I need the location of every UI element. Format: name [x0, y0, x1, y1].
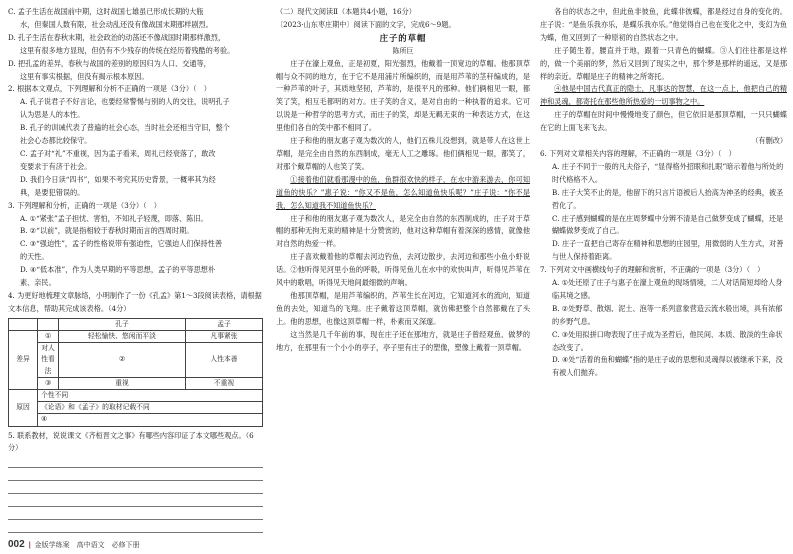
paragraph-1: 庄子在濠上观鱼，正是初夏，阳光强烈，他戴着一顶宽边的草帽。他那顶草帽与众不同的地方，在于它不是用浦片所编织的，而是用芦苇的茎秆编成的，是一种芦苇的叶子，其质地坚韧，芦苇的，是很平凡的那种。他们俩相见一眼，都笑了笑，相互毛都明的对方。庄子笑的含义，是对自由的一种执着的追求。它可以说是一种哲学的思考方式，而庄子的笑，却是无羁无束的一种表达方式，在这里他们各自的笑中都不相同了。: [276, 58, 530, 133]
table-row: [9, 377, 263, 389]
question-2: 2. 根据本文观点，下列理解和分析不正确的一项是（3分）（ ）: [8, 84, 211, 94]
q1-option-e-line1: D. 把孔孟的差异，春秋与战国的差别的原因归为人口、交通等，: [8, 58, 211, 68]
q1-option-c-line2: 水，但秦国人数有限，社会动乱还没有像战国末期那样剧烈。: [20, 19, 213, 29]
q7-option-b: B. ②处野草、散烟、泥土、泡等一系列意象营造云流水般出境，具有浓郁的乡野气息。: [552, 303, 783, 326]
q1-option-c-line1: C. 孟子生活在战国前中期，这时战国七雄虽已形成长期的大瓶: [8, 7, 204, 16]
q2-option-c: C. 孟子对“礼”不重视，因为孟子看来，周礼已经衰落了，敢改: [20, 148, 216, 158]
q2-option-b: B. 孔子的训诫代表了普遍的社会心态，当时社会还相当守旧，整个: [20, 123, 230, 133]
q7-option-a: A. ①处还原了庄子与惠子在濠上观鱼的现场情境，二人对话简短却给人身临其境之感。: [552, 278, 783, 300]
cell-reason-2: 《论语》和《孟子》的取材记载不同: [38, 402, 263, 414]
middle-column: [276, 6, 530, 354]
q3-option-c-cont: 的天性。: [20, 252, 49, 262]
q2-option-b-cont: 社会心态都比较保守。: [20, 136, 92, 146]
answer-line[interactable]: [8, 455, 263, 468]
table-row: [9, 318, 263, 330]
table-row: [9, 402, 263, 414]
q3-option-d: D. ④“低本准”，作为人类早期的平等思想，孟子的平等思想朴: [20, 265, 216, 275]
section-heading: （二）现代文阅读Ⅱ（本题共4小题，16分）: [276, 7, 416, 16]
paragraph-8: 庄子随生着，腰直并于地，跟着一只青色的蝴蝶。③人们往往都是这样的，做一个美丽的梦，然后又回到了现实之中，那个梦是那样的遥远，又是那样的亲近。草帽是庄子的精神之所寄托。: [540, 45, 787, 81]
q6-option-d: D. 庄子一直把自己寄存在精神和思想的庄园里，用微弱的人生方式，对善与世人保持着距离。: [552, 239, 784, 262]
q3-option-b: B. ②“以前”，就是指相较于春秋时期而言的西周时期。: [20, 226, 194, 236]
q3-option-a: A. ①“紧张”孟子担忧、害怕，不知礼子轻蔑，即落、陈旧。: [20, 213, 208, 223]
right-column: [540, 6, 787, 380]
q3-option-d-cont: 素、亲民。: [20, 278, 56, 288]
answer-line[interactable]: [8, 507, 263, 520]
cell-num-2: ②: [59, 343, 186, 378]
q2-option-c-cont: 变要求于有济于社会。: [20, 161, 92, 171]
q2-option-a-cont: 认为思是人的本性。: [20, 110, 85, 120]
q2-option-d: D. 我们今日读“四书”，如果不考究其历史背景，一概率其为经: [20, 174, 216, 184]
q7-option-d: D. ④处“活着的鱼和蝴蝶”指的是庄子或的思想和灵魂得以被继承下来，没有被人们抛弃。: [552, 355, 783, 378]
answer-line[interactable]: [8, 520, 263, 533]
question-3: 3. 下列理解和分析，正确的一项是（3分）（ ）: [8, 200, 161, 210]
cell-meng-2: 人性本善: [186, 343, 263, 378]
cell-meng-1: 凡事紧张: [186, 330, 263, 342]
source-line: 〔2023·山东枣庄期中〕阅读下面的文字，完成6～9题。: [276, 19, 456, 29]
question-4: 4. 为更好地梳理文章脉络，小明制作了一份《孔孟》第1～3段阅读表格，请根据文本信息，帮助其完成该表格。（4分）: [8, 290, 262, 313]
cell-kong-1: 轻松愉快、悠闲而平淡: [59, 330, 186, 342]
paragraph-6: 这当然是几千年前的事，现在庄子还在那地方，就是庄子曾经观鱼、做梦的地方，在那里有一个小小的亭子，亭子里有庄子的塑像，塑像上戴着一顶草帽。: [276, 329, 530, 352]
header-mengzi: 孟子: [186, 318, 263, 330]
left-column: [8, 6, 263, 533]
paragraph-7: 各自的状态之中，但此鱼非彼鱼，此蝶非彼蝶，都是经过自身的变化的。庄子说：“是鱼乐我亦乐，是蝶乐我亦乐。”他觉得自己也在变化之中，变幻为鱼为蝶，他又回到了一种原初的自然状态之中。: [540, 7, 787, 42]
question-5: 5. 联系教材，说说课文《齐桓晋文之事》有哪些内容印证了本文哪些观点。（6分）: [8, 430, 254, 453]
cell-num: ①: [38, 330, 59, 342]
q3-option-c: C. ③“强迫性”，孟子的性格说带有强迫性，它强迫人们保持性善: [20, 239, 222, 249]
comparison-table: [8, 318, 263, 427]
q1-option-e-line2: 这里有事实根据，但没有揭示根本原因。: [20, 71, 149, 81]
question-7: 7. 下列对文中画横线句子的理解和赏析，不正确的一项是（3分）（ ）: [540, 265, 765, 275]
paragraph-3: 庄子和他的朋友惠子观为数次人，是完全由自然的东西制成的，庄子对于草帽的那种无拘无束的精神是十分赞赏的，他对这种草帽有着深深的感情，就像他对自然的热爱一样。: [276, 213, 530, 249]
paragraph-end: 庄子的草帽在时间中慢慢地变了颜色，但它依旧是那顶草帽，一只只蝴蝶在它的上面飞来飞去。: [540, 110, 787, 133]
q6-option-a: A. 庄子不同于一般的凡夫俗子，“显得格外招眼和扎眼”暗示着他与所处的时代格格不入。: [552, 161, 784, 184]
q6-option-c: C. 庄子感到蝴蝶的是在庄周梦蝶中分辨不清是自己做梦变成了蝴蝶，还是蝴蝶做梦变成了自己。: [552, 213, 784, 236]
q7-option-c: C. ③处用拟拼口吻表现了庄子成为圣哲后，他民间、本质、散淡的生命状态改变了。: [552, 329, 783, 352]
q2-option-d-cont: 典，是要犯错误的。: [20, 187, 85, 197]
paragraph-2: 庄子和他的朋友惠子观为数次的人，他们五株儿没想到，就是带人在这世上草帽，是完全由自然的东西制成，毫无人工之雕琢。他们俩相见一眼，都笑了，对那个戴草帽的人也笑了笑。: [276, 136, 530, 171]
q2-option-a: A. 孔子说君子不好言论，也要经常警惕与别的人的交往，说明孔子: [20, 97, 230, 107]
q1-option-d-line2: 这里有很多地方显现，但仍有不少残存的传统在经历着残酷的考验。: [20, 45, 235, 55]
cell-label-2: 对人性看法: [38, 343, 59, 378]
article-title: 庄子的草帽: [379, 32, 427, 43]
q1-option-d-line1: D. 孔子生活在春秋末期，社会政治的动荡还不像战国时期那样激烈，: [8, 32, 226, 42]
book-title: 金版学练案 高中语文 必修下册: [34, 542, 140, 549]
cell-num-3: ③: [38, 377, 59, 389]
paragraph-5: 他那顶草帽，是用芦苇编织的，芦苇生长在河边，它知道河水的流向，知道鱼的去处，知道鸟的飞翔。庄子戴着这顶草帽，就仿佛把整个自然都戴在了头上。他的思想，也像这顶草帽一样，朴素而又深邃。: [276, 290, 530, 326]
answer-line[interactable]: [8, 494, 263, 507]
paragraph-4: 庄子喜欢戴着他的草帽去河边钓鱼，去河边散步，去河边和那些小鱼小虾说话。②他听得见河里小鱼的呼吸，听得见鱼儿在水中的欢快叫声，听得见芦苇在风中的歌唱，听得见天地间最细微的声响。: [276, 252, 530, 288]
q6-option-b: B. 庄子大笑不止的是，他留下的只言片语被后人抬高为神圣的经典，被圣哲化了。: [552, 187, 784, 210]
cell-reason-1: 个性不同: [38, 389, 263, 401]
underlined-sentence-1: ①接着他们就看那漫中的鱼，鱼群很欢快的样子，在水中游来游去，你可知道鱼的快乐？”惠子说：“你又不是鱼，怎么知道鱼快乐呢？”庄子说：“你不是我，怎么知道我不知道鱼快乐？: [276, 174, 530, 210]
question-6: 6. 下列对文章相关内容的理解，不正确的一项是（3分）（ ）: [540, 148, 736, 158]
answer-line[interactable]: [8, 468, 263, 481]
table-row: [9, 343, 263, 378]
table-row: [9, 414, 263, 426]
page-number: 002: [8, 539, 25, 550]
row-label-diff: 差异: [9, 330, 38, 389]
page-footer: [8, 539, 140, 550]
table-row: [9, 330, 263, 342]
table-row: [9, 389, 263, 401]
abridged-note: （有删改）: [751, 136, 787, 146]
footer-separator-icon: |: [28, 542, 31, 549]
cell-reason-3: ④: [38, 414, 263, 426]
row-label-reason: 原因: [9, 389, 38, 426]
header-kongzi: 孔子: [59, 318, 186, 330]
cell-kong-3: 重视: [59, 377, 186, 389]
article-author: 陈所巨: [392, 46, 414, 55]
underlined-sentence-4: ④他是中国古代真正的隐士，凡事达的智慧，在这一点上，他把自己的精神和灵魂，都寄托在那些他所热爱的一切事物之中。: [540, 84, 787, 107]
answer-line[interactable]: [8, 481, 263, 494]
cell-meng-3: 不重视: [186, 377, 263, 389]
